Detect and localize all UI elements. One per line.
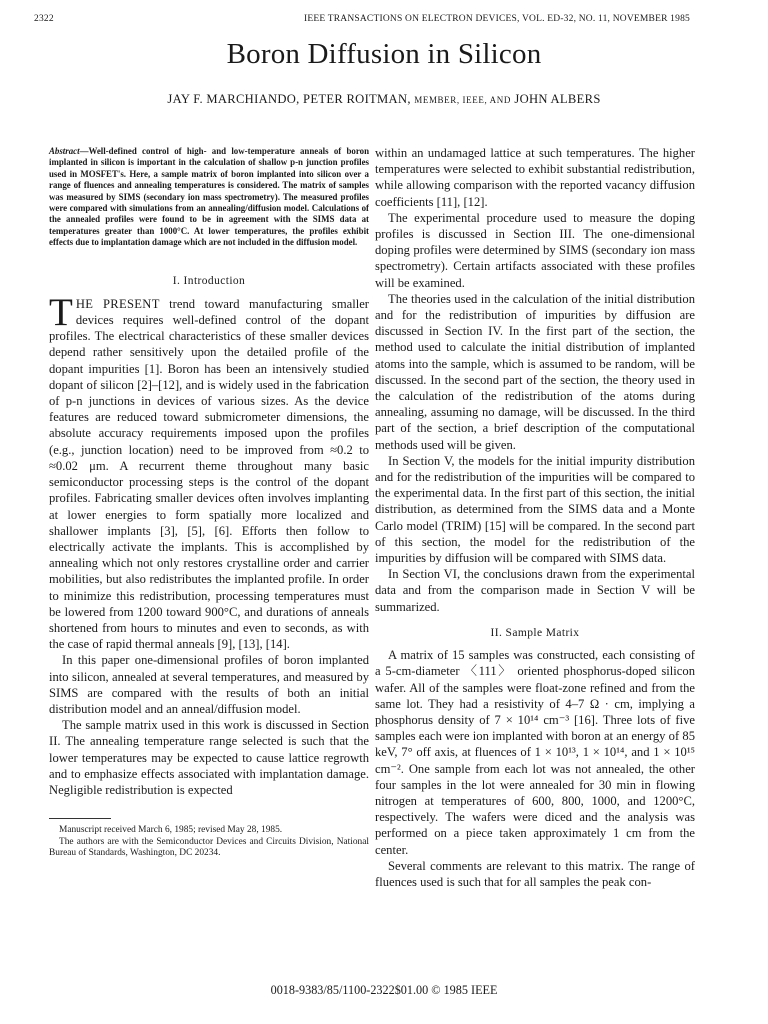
intro-paragraph-1 bbox=[49, 290, 369, 652]
right-paragraph-3: The theories used in the calculation of the initial distribution and for the redistribution of impurities by diffusion are discussed in Section IV. In the first part of the section, the method used to calculate the initial distribution of implanted atoms into the sample, which is assumed to be random, will be discussed. In the second part of the section, the theory used in the calculation of the redistribution of the atoms during annealing, assuming no damage, will be discussed. In the third part of the section, a brief description of the computational methods used will be given. bbox=[375, 291, 695, 452]
intro-paragraph-2: In this paper one-dimensional profiles of boron implanted into silicon, annealed at several temperatures, and measured by SIMS are compared with the results of both an initial distribution model and an anneal/diffusion model. bbox=[49, 653, 369, 716]
and-label: AND bbox=[487, 95, 511, 105]
sample-matrix-paragraph-2: Several comments are relevant to this matrix. The range of fluences used is such that for all samples the peak con- bbox=[375, 858, 695, 889]
right-column bbox=[375, 145, 695, 890]
intro-lead-in: HE PRESENT bbox=[75, 296, 160, 311]
left-column bbox=[49, 145, 369, 859]
running-head bbox=[34, 14, 690, 28]
copyright-line: 0018-9383/85/1100-2322$01.00 © 1985 IEEE bbox=[270, 983, 498, 997]
author-line bbox=[0, 92, 768, 107]
intro-paragraph-1-text: trend toward manufacturing smaller devices requires well-defined control of the dopant profiles. The electrical characteristics of these smaller devices depend rather sensitively upon the detailed profile of the dopant impurities [1]. Boron has been an intensively studied dopant of silicon [2]–[12], and is widely used in the fabrication of p-n junctions in devices of various sizes. As the device features are reduced toward submicrometer dimensions, the absolute accuracy requirements imposed upon the profiles (e.g., junction location) need to be improved from ≈0.2 to ≈0.02 μm. A recurrent theme throughout many basic semiconductor processing steps is the control of the dopant profiles. Fabricating smaller devices often involves implanting at lower energies to form spatially more localized and shallower implants [3], [5], [6]. Efforts then follow to electrically activate the implants. This is accomplished by annealing which not only restores crystalline order and carrier mobilities, but also redistributes the implanted profile. In order to minimize this redistribution, processing temperatures must be lowered from 1200 toward 900°C, and durations of anneals shortened from hours to minutes and even to seconds, as with the case of rapid thermal anneals [9], [13], [14]. bbox=[49, 296, 369, 652]
paper-title: Boron Diffusion in Silicon bbox=[226, 38, 542, 70]
abstract-label: Abstract bbox=[49, 146, 80, 156]
right-paragraph-1: within an undamaged lattice at such temperatures. The higher temperatures were selected to exhibit substantial redistribution, while allowing comparison with the reported vacancy diffusion coefficients [11], [12]. bbox=[375, 146, 695, 209]
right-paragraph-2: The experimental procedure used to measure the doping profiles is discussed in Section III. The one-dimensional doping profiles were determined by SIMS (secondary ion mass spectrometry). Certain artifacts associated with these profiles will be examined. bbox=[375, 210, 695, 290]
section-heading-sample-matrix: II. Sample Matrix bbox=[490, 626, 580, 639]
journal-citation: IEEE TRANSACTIONS ON ELECTRON DEVICES, VOL. ED-32, NO. 11, NOVEMBER 1985 bbox=[303, 14, 690, 24]
authors-last: JOHN ALBERS bbox=[510, 92, 601, 106]
abstract-text: —Well-defined control of high- and low-temperature anneals of boron implanted in silicon is important in the calculation of shallow p-n junction profiles used in MOSFET's. Here, a sample matrix of boron implanted into silicon over a range of fluences and annealing temperatures is considered. The matrix of samples was measured by SIMS (secondary ion mass spectrometry). The measured profiles were compared with simulations from an annealing/diffusion model. Calculations of the annealed profiles were found to be in agreement with the SIMS data at temperatures greater than 1000°C. At lower temperatures, the profiles exhibit effects due to implantation damage which are not included in the diffusion model. bbox=[49, 146, 369, 248]
sample-matrix-paragraph-1: A matrix of 15 samples was constructed, each consisting of a 5-cm-diameter 〈111〉 oriented phosphorus-doped silicon wafer. All of the samples were float-zone refined and from the same lot. They had a resistivity of 4–7 Ω · cm, implying a phosphorus density of 7 × 10¹⁴ cm⁻³ [16]. Three lots of five samples each were ion implanted with boron at an energy of 85 keV, 7° off axis, at fluences of 1 × 10¹³, 1 × 10¹⁴, and 1 × 10¹⁵ cm⁻². One sample from each lot was not annealed, the other four samples in the lot were annealed for 30 min in flowing nitrogen at temperatures of 600, 800, 1000, and 1200°C, respectively. The wafers were diced and the analysis was performed on a piece taken approximately 1 cm from the center. bbox=[375, 648, 695, 857]
right-paragraph-5: In Section VI, the conclusions drawn from the experimental data and from the comparison made in Section V will be summarized. bbox=[375, 567, 695, 614]
section-heading-introduction: I. Introduction bbox=[172, 274, 246, 287]
page-number: 2322 bbox=[34, 14, 54, 24]
authors-first: JAY F. MARCHIANDO, PETER ROITMAN, bbox=[167, 92, 415, 106]
abstract bbox=[49, 146, 369, 249]
footnote-received: Manuscript received March 6, 1985; revised May 28, 1985. bbox=[59, 825, 283, 836]
footnote-rule bbox=[49, 818, 111, 819]
drop-cap: T bbox=[49, 290, 73, 334]
intro-paragraph-3: The sample matrix used in this work is discussed in Section II. The annealing temperature range selected is such that the lower temperatures may be expected to cause lattice regrowth and to emphasize effects associated with implantation damage. Negligible redistribution is expected bbox=[49, 718, 369, 797]
member-label: MEMBER, IEEE, bbox=[414, 95, 488, 105]
footnote-affiliation: The authors are with the Semiconductor Devices and Circuits Division, National Bureau of Standards, Washington, DC 20234. bbox=[49, 836, 369, 858]
right-paragraph-4: In Section V, the models for the initial impurity distribution and for the redistribution of the impurities will be compared to the experimental data. In the first part of this section, the initial distribution, as determined from the SIMS data and a Monte Carlo model (TRIM) [15] will be compared. In the second part of this section, the model for the redistribution of the impurities by diffusion will be compared with SIMS data. bbox=[375, 453, 695, 566]
